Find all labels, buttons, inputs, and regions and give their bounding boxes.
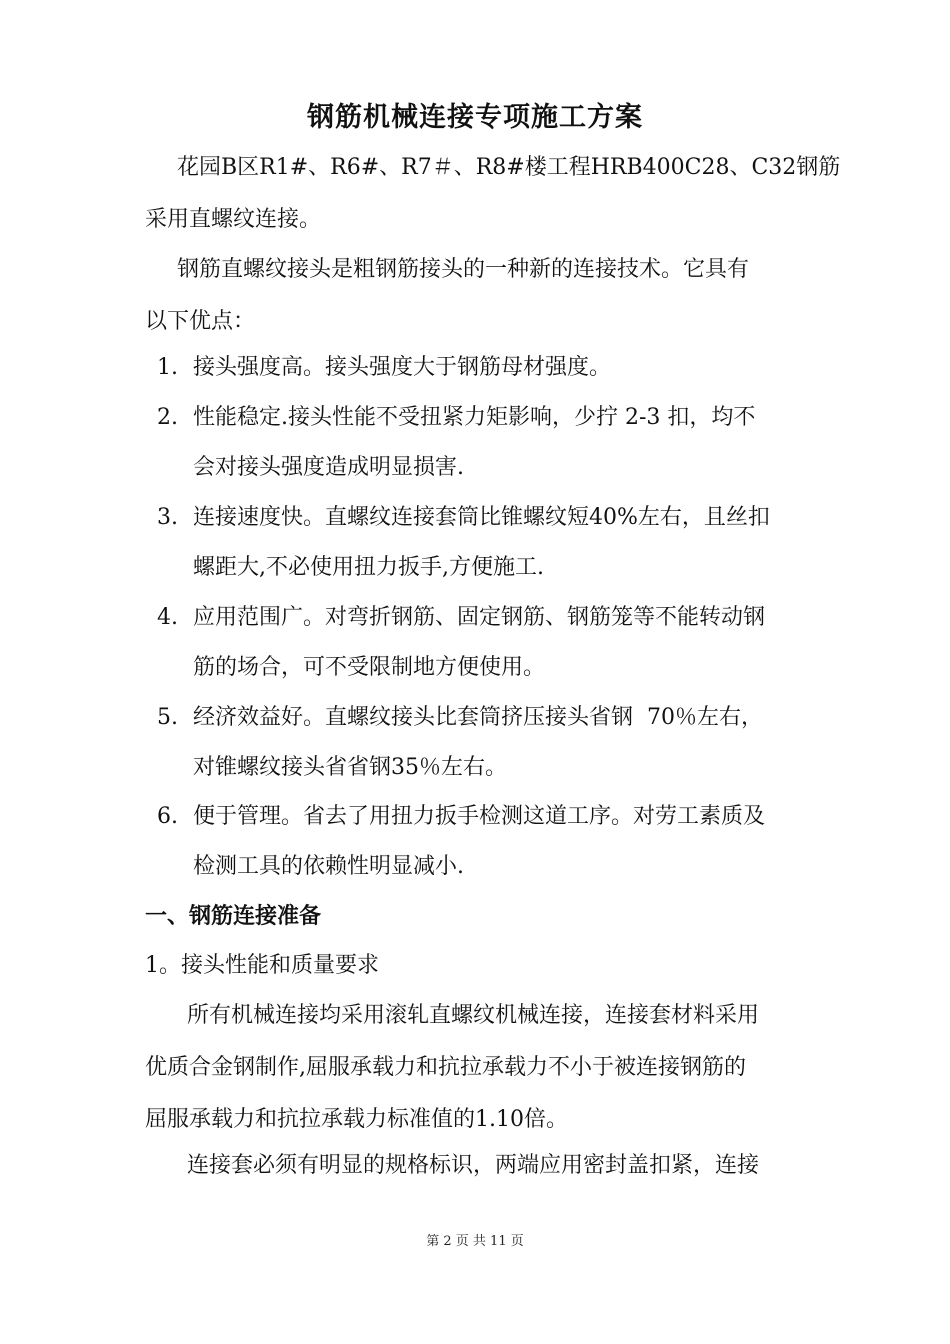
advantage-item-text: 检测工具的依赖性明显减小. [193,854,464,879]
advantage-item-3 [145,493,825,593]
intro-paragraph-1-line-1: 花园B区R1#、R6#、R7＃、R8#楼工程HRB400C28、C32钢筋 [177,155,841,180]
intro-paragraph-1 [145,142,841,246]
advantage-item-number: 6. [157,804,178,829]
document-title: 钢筋机械连接专项施工方案 [307,102,643,133]
advantage-item-text: 接头强度高。接头强度大于钢筋母材强度。 [193,355,612,380]
advantage-item-number: 3. [157,505,178,530]
advantage-item-number: 5. [157,705,178,730]
advantage-item-number: 2. [157,405,178,430]
advantage-item-4 [145,593,825,693]
advantage-item-text: 连接速度快。直螺纹连接套筒比锥螺纹短40%左右，且丝扣 [193,505,770,530]
intro-paragraph-2-line-2: 以下优点： [145,309,256,334]
advantage-item-number: 1. [157,355,178,380]
advantage-item-6 [145,792,825,892]
advantage-item-number: 4. [157,605,178,630]
section-paragraph-1-line-3: 屈服承载力和抗拉承载力标准值的1.10倍。 [145,1107,568,1132]
advantage-item-text: 性能稳定.接头性能不受扭紧力矩影响，少拧 2-3 扣，均不 [193,405,756,430]
advantage-item-text: 筋的场合，可不受限制地方便使用。 [193,655,546,680]
section-paragraph-2-line-1: 连接套必须有明显的规格标识，两端应用密封盖扣紧，连接 [187,1153,760,1178]
advantage-item-5 [145,693,825,793]
section-heading: 一、钢筋连接准备 [145,903,322,929]
section-subheading: 1。接头性能和质量要求 [145,953,379,978]
advantage-item-text: 螺距大,不必使用扭力扳手,方便施工. [193,555,544,580]
advantage-item-text: 对锥螺纹接头省省钢35％左右。 [193,755,507,780]
page-footer: 第 2 页 共 11 页 [426,1234,524,1249]
advantage-item-text: 经济效益好。直螺纹接头比套筒挤压接头省钢 70％左右， [193,705,763,730]
section-paragraph-2 [145,1140,815,1192]
advantage-item-2 [145,393,825,493]
section-paragraph-1 [145,990,815,1146]
intro-paragraph-1-line-2: 采用直螺纹连接。 [145,207,322,232]
advantage-item-text: 应用范围广。对弯折钢筋、固定钢筋、钢筋笼等不能转动钢 [193,605,766,630]
advantage-item-1 [145,343,825,393]
intro-paragraph-2 [145,244,815,348]
advantage-item-text: 会对接头强度造成明显损害. [193,455,464,480]
section-paragraph-1-line-1: 所有机械连接均采用滚轧直螺纹机械连接，连接套材料采用 [187,1003,760,1028]
section-paragraph-1-line-2: 优质合金钢制作,屈服承载力和抗拉承载力不小于被连接钢筋的 [145,1055,746,1080]
intro-paragraph-2-line-1: 钢筋直螺纹接头是粗钢筋接头的一种新的连接技术。它具有 [177,257,750,282]
advantage-item-text: 便于管理。省去了用扭力扳手检测这道工序。对劳工素质及 [193,804,766,829]
